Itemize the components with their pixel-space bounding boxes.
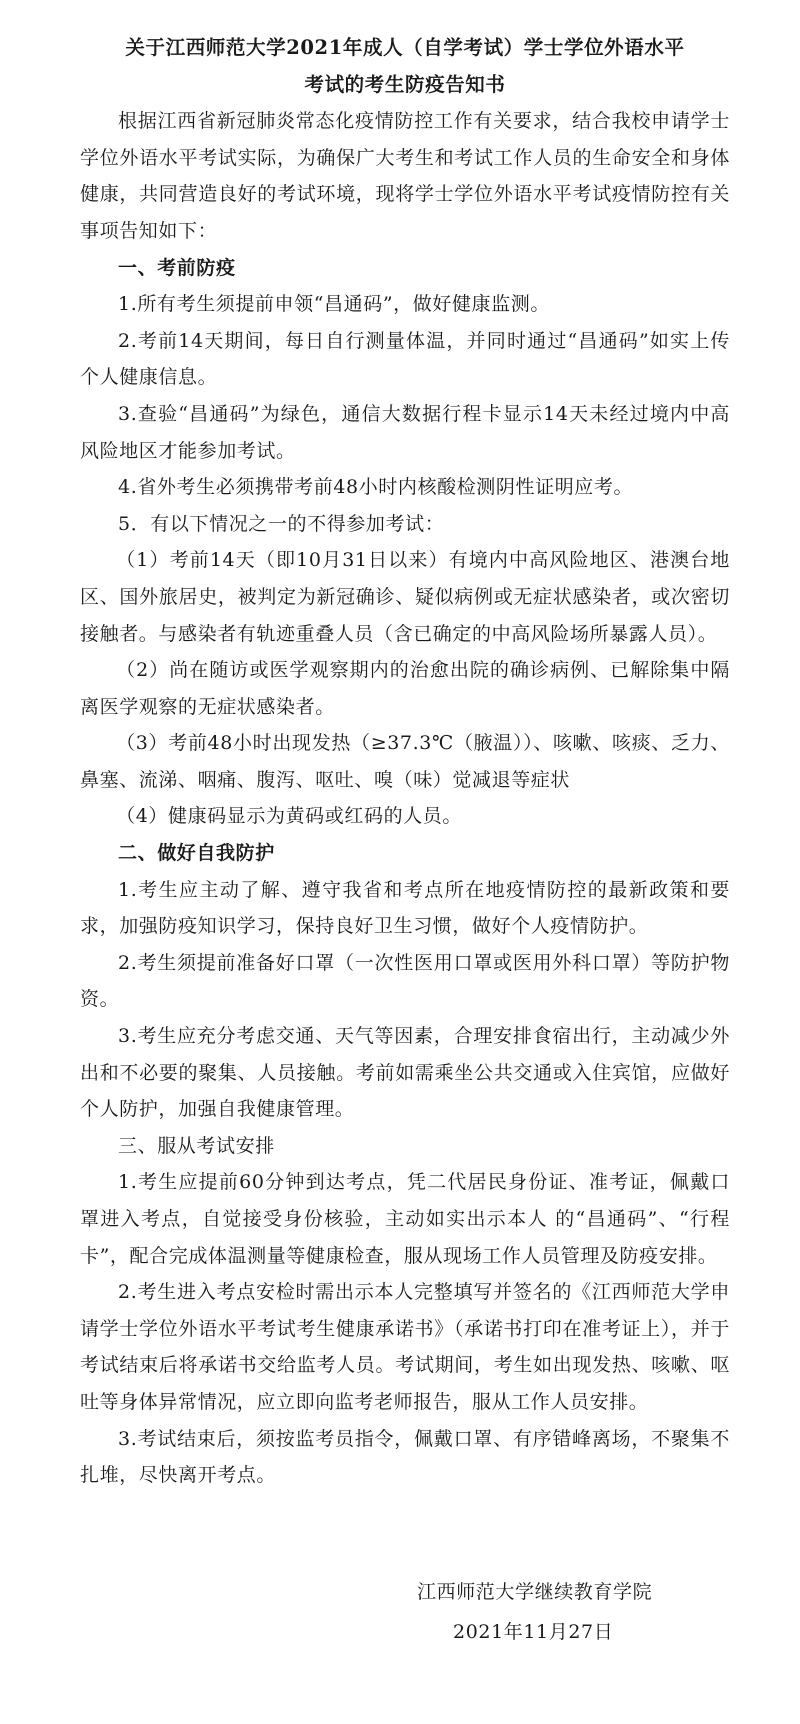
section-heading-pre-exam: 一、考前防疫 bbox=[118, 256, 236, 279]
paragraph: 5．有以下情况之一的不得参加考试： bbox=[118, 512, 445, 535]
section-heading-exam-arrangement: 三、服从考试安排 bbox=[118, 1134, 275, 1157]
intro-paragraph: 根据江西省新冠肺炎常态化疫情防控工作有关要求，结合我校申请学士学位外语水平考试实际，为确保广大考生和考试工作人员的生命安全和身体健康，共同营造良好的考试环境，现将学士学位外语水平考试疫情防控有关事项告知如下： bbox=[80, 110, 730, 242]
paragraph: 1.考生应提前60分钟到达考点，凭二代居民身份证、准考证，佩戴口罩进入考点，自觉接受身份核验，主动如实出示本人 的“昌通码”、“行程卡”，配合完成体温测量等健康检查，服从现场工作人员管理及防疫安排。 bbox=[80, 1171, 730, 1267]
paragraph: 3.考试结束后，须按监考员指令，佩戴口罩、有序错峰离场，不聚集不扎堆，尽快离开考点。 bbox=[80, 1427, 730, 1487]
section-heading-self-protection: 二、做好自我防护 bbox=[118, 842, 275, 865]
paragraph: 2.考前14天期间，每日自行测量体温，并同时通过“昌通码”如实上传个人健康信息。 bbox=[80, 329, 730, 389]
paragraph: 2.考生进入考点安检时需出示本人完整填写并签名的《江西师范大学申请学士学位外语水平考试考生健康承诺书》（承诺书打印在准考证上），并于考试结束后将承诺书交给监考人员。考试期间，考生如出现发热、咳嗽、呕吐等身体异常情况，应立即向监考老师报告，服从工作人员安排。 bbox=[80, 1281, 730, 1413]
document-title-line1: 关于江西师范大学2021年成人（自学考试）学士学位外语水平 bbox=[125, 36, 685, 59]
sub-paragraph: （3）考前48小时出现发热（≥37.3℃（腋温））、咳嗽、咳痰、乏力、鼻塞、流涕、咽痛、腹泻、呕吐、嗅（味）觉减退等症状 bbox=[80, 732, 730, 791]
signature-date: 2021年11月27日 bbox=[453, 1621, 614, 1643]
document-title-line2: 考试的考生防疫告知书 bbox=[304, 72, 506, 96]
paragraph: 4.省外考生必须携带考前48小时内核酸检测阴性证明应考。 bbox=[118, 476, 634, 499]
paragraph: 3.查验“昌通码”为绿色，通信大数据行程卡显示14天未经过境内中高风险地区才能参加考试。 bbox=[80, 402, 730, 462]
sub-paragraph: （2）尚在随访或医学观察期内的治愈出院的确诊病例、已解除集中隔离医学观察的无症状感染者。 bbox=[80, 659, 730, 718]
paragraph: 1.考生应主动了解、遵守我省和考点所在地疫情防控的最新政策和要求，加强防疫知识学习，保持良好卫生习惯，做好个人疫情防护。 bbox=[80, 878, 730, 938]
paragraph: 1.所有考生须提前申领“昌通码”，做好健康监测。 bbox=[118, 293, 550, 316]
sub-paragraph: （1）考前14天（即10月31日以来）有境内中高风险地区、港澳台地区、国外旅居史，被判定为新冠确诊、疑似病例或无症状感染者，或次密切接触者。与感染者有轨迹重叠人员（含已确定的中高风险场所暴露人员）。 bbox=[80, 549, 730, 645]
paragraph: 3.考生应充分考虑交通、天气等因素，合理安排食宿出行，主动减少外出和不必要的聚集、人员接触。考前如需乘坐公共交通或入住宾馆，应做好个人防护，加强自我健康管理。 bbox=[80, 1025, 730, 1121]
signature-organization: 江西师范大学继续教育学院 bbox=[417, 1581, 653, 1603]
paragraph: 2.考生须提前准备好口罩（一次性医用口罩或医用外科口罩）等防护物资。 bbox=[80, 951, 730, 1011]
sub-paragraph: （4）健康码显示为黄码或红码的人员。 bbox=[116, 805, 462, 828]
